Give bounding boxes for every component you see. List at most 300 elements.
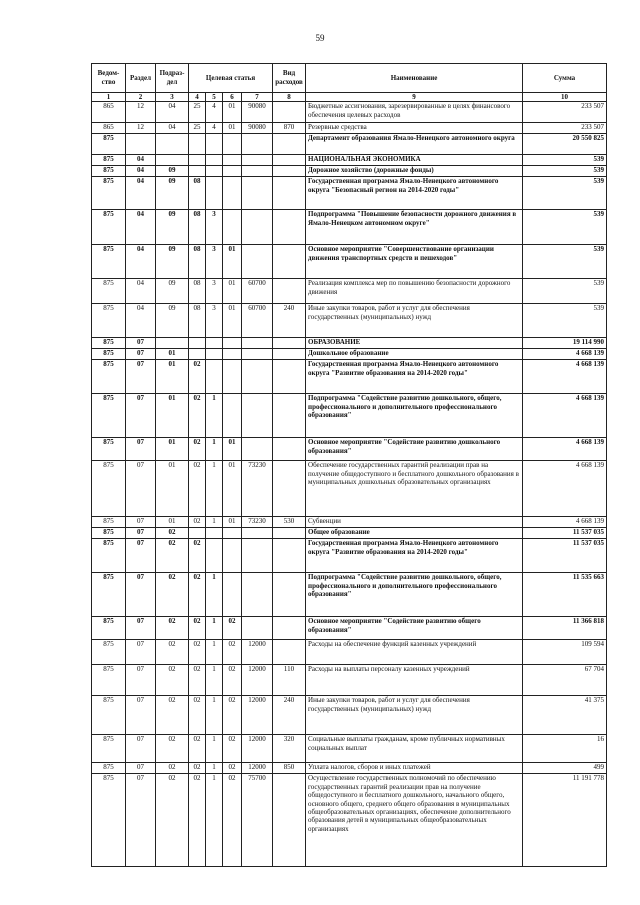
cell-name: Бюджетные ассигнования, зарезервированные в целях финансового обеспечения целевых расходов bbox=[306, 102, 523, 123]
table-row bbox=[92, 517, 607, 528]
cell-v: 875 bbox=[92, 279, 126, 304]
table-row bbox=[92, 360, 607, 394]
cell-t1: 25 bbox=[189, 102, 206, 123]
cell-t1 bbox=[189, 134, 206, 155]
table-row bbox=[92, 617, 607, 640]
cell-t2: 4 bbox=[206, 102, 223, 123]
table-row bbox=[92, 155, 607, 166]
cell-t1 bbox=[189, 155, 206, 166]
table-row bbox=[92, 763, 607, 774]
cell-t2: 1 bbox=[206, 696, 223, 735]
cell-vr bbox=[273, 528, 306, 539]
cell-t4 bbox=[242, 349, 273, 360]
cell-t1: 25 bbox=[189, 123, 206, 134]
cell-name: Социальные выплаты гражданам, кроме публичных нормативных социальных выплат bbox=[306, 735, 523, 763]
cell-vr: 530 bbox=[273, 517, 306, 528]
cell-t2 bbox=[206, 134, 223, 155]
cell-r: 07 bbox=[126, 528, 156, 539]
cell-t3 bbox=[223, 528, 242, 539]
cell-r: 07 bbox=[126, 617, 156, 640]
cell-r: 07 bbox=[126, 461, 156, 517]
header-target: Целевая статья bbox=[189, 64, 273, 93]
cell-name: Субвенции bbox=[306, 517, 523, 528]
cell-name: Государственная программа Ямало-Ненецкого автономного округа "Безопасный регион на 2014-2020 годы" bbox=[306, 177, 523, 210]
col-number: 3 bbox=[156, 93, 189, 102]
cell-t3: 02 bbox=[223, 640, 242, 665]
table-row bbox=[92, 210, 607, 245]
cell-p: 02 bbox=[156, 528, 189, 539]
cell-vr bbox=[273, 539, 306, 573]
cell-t2: 1 bbox=[206, 735, 223, 763]
header-vid: Вид расходов bbox=[273, 64, 306, 93]
col-number: 1 bbox=[92, 93, 126, 102]
cell-name: Иные закупки товаров, работ и услуг для обеспечения государственных (муниципальных) нужд bbox=[306, 696, 523, 735]
table-row bbox=[92, 245, 607, 279]
cell-t2: 3 bbox=[206, 245, 223, 279]
cell-p: 01 bbox=[156, 517, 189, 528]
cell-name: Резервные средства bbox=[306, 123, 523, 134]
cell-vr bbox=[273, 245, 306, 279]
cell-t1: 02 bbox=[189, 617, 206, 640]
cell-p bbox=[156, 134, 189, 155]
cell-t2: 4 bbox=[206, 123, 223, 134]
col-number: 9 bbox=[306, 93, 523, 102]
cell-name: Департамент образования Ямало-Ненецкого автономного округа bbox=[306, 134, 523, 155]
cell-t4: 90080 bbox=[242, 102, 273, 123]
cell-v: 875 bbox=[92, 155, 126, 166]
cell-name: Дошкольное образование bbox=[306, 349, 523, 360]
cell-t1 bbox=[189, 166, 206, 177]
cell-vr bbox=[273, 573, 306, 617]
cell-vr: 110 bbox=[273, 665, 306, 696]
cell-sum: 539 bbox=[523, 210, 607, 245]
cell-t4 bbox=[242, 177, 273, 210]
cell-t4: 12000 bbox=[242, 640, 273, 665]
cell-t2 bbox=[206, 539, 223, 573]
cell-t4 bbox=[242, 134, 273, 155]
table-row bbox=[92, 696, 607, 735]
cell-sum: 4 668 139 bbox=[523, 360, 607, 394]
col-number: 6 bbox=[223, 93, 242, 102]
cell-sum: 11 191 778 bbox=[523, 774, 607, 867]
cell-name: Подпрограмма "Содействие развитию дошкольного, общего, профессионального и дополнительного профессионального образования" bbox=[306, 394, 523, 438]
cell-vr bbox=[273, 177, 306, 210]
cell-t4 bbox=[242, 360, 273, 394]
cell-t2 bbox=[206, 166, 223, 177]
cell-sum: 11 366 818 bbox=[523, 617, 607, 640]
cell-t3 bbox=[223, 394, 242, 438]
cell-sum: 539 bbox=[523, 279, 607, 304]
cell-p: 01 bbox=[156, 461, 189, 517]
cell-v: 875 bbox=[92, 640, 126, 665]
cell-v: 875 bbox=[92, 349, 126, 360]
table-row bbox=[92, 304, 607, 338]
cell-t3 bbox=[223, 539, 242, 573]
table-row bbox=[92, 539, 607, 573]
cell-v: 875 bbox=[92, 528, 126, 539]
cell-name: Основное мероприятие "Содействие развитию дошкольного образования" bbox=[306, 438, 523, 461]
cell-r: 12 bbox=[126, 123, 156, 134]
cell-sum: 11 537 035 bbox=[523, 539, 607, 573]
cell-p: 01 bbox=[156, 394, 189, 438]
cell-t3 bbox=[223, 155, 242, 166]
cell-t4: 73230 bbox=[242, 461, 273, 517]
cell-vr bbox=[273, 394, 306, 438]
cell-t4 bbox=[242, 528, 273, 539]
cell-vr: 850 bbox=[273, 763, 306, 774]
cell-p: 09 bbox=[156, 166, 189, 177]
col-number: 5 bbox=[206, 93, 223, 102]
table-header-row bbox=[92, 64, 607, 93]
cell-sum: 16 bbox=[523, 735, 607, 763]
cell-t2 bbox=[206, 177, 223, 210]
cell-t3: 01 bbox=[223, 438, 242, 461]
cell-sum: 539 bbox=[523, 304, 607, 338]
cell-r: 04 bbox=[126, 210, 156, 245]
cell-t1: 08 bbox=[189, 210, 206, 245]
cell-r: 04 bbox=[126, 304, 156, 338]
cell-v: 875 bbox=[92, 166, 126, 177]
cell-t2: 1 bbox=[206, 438, 223, 461]
cell-name: Государственная программа Ямало-Ненецкого автономного округа "Развитие образования на 2014-2020 годы" bbox=[306, 539, 523, 573]
cell-t1: 02 bbox=[189, 735, 206, 763]
cell-t3: 01 bbox=[223, 304, 242, 338]
cell-t4 bbox=[242, 539, 273, 573]
cell-t2: 3 bbox=[206, 304, 223, 338]
cell-r: 07 bbox=[126, 763, 156, 774]
cell-v: 875 bbox=[92, 517, 126, 528]
column-numbers-row bbox=[92, 93, 607, 102]
header-sum: Сумма bbox=[523, 64, 607, 93]
cell-t2: 1 bbox=[206, 573, 223, 617]
cell-t1 bbox=[189, 528, 206, 539]
cell-t1: 02 bbox=[189, 774, 206, 867]
cell-t1: 02 bbox=[189, 438, 206, 461]
cell-t1: 08 bbox=[189, 304, 206, 338]
cell-vr: 870 bbox=[273, 123, 306, 134]
cell-t3 bbox=[223, 134, 242, 155]
table-row bbox=[92, 338, 607, 349]
cell-v: 875 bbox=[92, 438, 126, 461]
cell-t1 bbox=[189, 338, 206, 349]
cell-v: 875 bbox=[92, 394, 126, 438]
cell-name: Подпрограмма "Содействие развитию дошкольного, общего, профессионального и дополнительного профессионального образования" bbox=[306, 573, 523, 617]
cell-p: 04 bbox=[156, 123, 189, 134]
cell-p: 02 bbox=[156, 539, 189, 573]
cell-v: 875 bbox=[92, 210, 126, 245]
cell-t2 bbox=[206, 360, 223, 394]
cell-t1: 02 bbox=[189, 394, 206, 438]
cell-t2: 3 bbox=[206, 279, 223, 304]
cell-t3: 01 bbox=[223, 517, 242, 528]
cell-t4: 75700 bbox=[242, 774, 273, 867]
cell-sum: 233 507 bbox=[523, 123, 607, 134]
cell-sum: 11 535 663 bbox=[523, 573, 607, 617]
cell-t1: 02 bbox=[189, 461, 206, 517]
cell-name: Обеспечение государственных гарантий реализации прав на получение общедоступного и бесплатного дошкольного образования в муниципальных дошкольных образовательных организациях bbox=[306, 461, 523, 517]
cell-sum: 41 375 bbox=[523, 696, 607, 735]
cell-r bbox=[126, 134, 156, 155]
cell-t3: 02 bbox=[223, 774, 242, 867]
header-podrazdel: Подраз-дел bbox=[156, 64, 189, 93]
cell-t4: 60700 bbox=[242, 304, 273, 338]
cell-r: 04 bbox=[126, 279, 156, 304]
header-razdel: Раздел bbox=[126, 64, 156, 93]
cell-p: 01 bbox=[156, 360, 189, 394]
cell-vr bbox=[273, 461, 306, 517]
cell-v: 875 bbox=[92, 304, 126, 338]
cell-name: Реализация комплекса мер по повышению безопасности дорожного движения bbox=[306, 279, 523, 304]
cell-t1: 02 bbox=[189, 640, 206, 665]
cell-p: 02 bbox=[156, 640, 189, 665]
cell-t1: 02 bbox=[189, 539, 206, 573]
cell-t3: 01 bbox=[223, 245, 242, 279]
cell-t3: 01 bbox=[223, 461, 242, 517]
cell-vr bbox=[273, 640, 306, 665]
cell-v: 875 bbox=[92, 338, 126, 349]
cell-t4 bbox=[242, 438, 273, 461]
cell-t3: 02 bbox=[223, 665, 242, 696]
cell-t2 bbox=[206, 338, 223, 349]
cell-p: 02 bbox=[156, 763, 189, 774]
cell-name: НАЦИОНАЛЬНАЯ ЭКОНОМИКА bbox=[306, 155, 523, 166]
page-number: 59 bbox=[315, 33, 325, 43]
cell-vr bbox=[273, 617, 306, 640]
cell-sum: 19 114 990 bbox=[523, 338, 607, 349]
cell-v: 875 bbox=[92, 134, 126, 155]
cell-t4 bbox=[242, 338, 273, 349]
cell-name: Общее образование bbox=[306, 528, 523, 539]
cell-t1 bbox=[189, 349, 206, 360]
cell-r: 07 bbox=[126, 438, 156, 461]
cell-t3 bbox=[223, 166, 242, 177]
col-number: 8 bbox=[273, 93, 306, 102]
cell-v: 875 bbox=[92, 763, 126, 774]
cell-vr: 240 bbox=[273, 696, 306, 735]
cell-t4 bbox=[242, 617, 273, 640]
cell-name: Государственная программа Ямало-Ненецкого автономного округа "Развитие образования на 2014-2020 годы" bbox=[306, 360, 523, 394]
cell-v: 875 bbox=[92, 539, 126, 573]
cell-r: 07 bbox=[126, 696, 156, 735]
cell-vr bbox=[273, 279, 306, 304]
table-row bbox=[92, 774, 607, 867]
cell-p: 01 bbox=[156, 438, 189, 461]
cell-t4 bbox=[242, 394, 273, 438]
cell-r: 04 bbox=[126, 177, 156, 210]
table-row bbox=[92, 134, 607, 155]
col-number: 10 bbox=[523, 93, 607, 102]
cell-t4: 12000 bbox=[242, 735, 273, 763]
cell-p: 02 bbox=[156, 617, 189, 640]
cell-name: Основное мероприятие "Содействие развитию общего образования" bbox=[306, 617, 523, 640]
cell-t1: 02 bbox=[189, 517, 206, 528]
cell-name: Иные закупки товаров, работ и услуг для обеспечения государственных (муниципальных) нужд bbox=[306, 304, 523, 338]
cell-t2: 3 bbox=[206, 210, 223, 245]
cell-t3: 02 bbox=[223, 735, 242, 763]
cell-t4 bbox=[242, 210, 273, 245]
cell-p: 02 bbox=[156, 665, 189, 696]
table-row bbox=[92, 166, 607, 177]
cell-t4 bbox=[242, 166, 273, 177]
cell-v: 865 bbox=[92, 102, 126, 123]
cell-name: Расходы на обеспечение функций казенных учреждений bbox=[306, 640, 523, 665]
col-number: 7 bbox=[242, 93, 273, 102]
cell-t3: 02 bbox=[223, 763, 242, 774]
cell-t4 bbox=[242, 573, 273, 617]
cell-t2 bbox=[206, 349, 223, 360]
cell-r: 07 bbox=[126, 774, 156, 867]
cell-sum: 67 704 bbox=[523, 665, 607, 696]
cell-r: 12 bbox=[126, 102, 156, 123]
cell-sum: 233 507 bbox=[523, 102, 607, 123]
cell-t2: 1 bbox=[206, 617, 223, 640]
cell-r: 04 bbox=[126, 155, 156, 166]
cell-name: Уплата налогов, сборов и иных платежей bbox=[306, 763, 523, 774]
cell-p: 01 bbox=[156, 349, 189, 360]
cell-t1: 02 bbox=[189, 696, 206, 735]
cell-r: 07 bbox=[126, 573, 156, 617]
cell-r: 07 bbox=[126, 735, 156, 763]
cell-t2: 1 bbox=[206, 461, 223, 517]
cell-t1: 08 bbox=[189, 279, 206, 304]
table-row bbox=[92, 123, 607, 134]
cell-vr: 240 bbox=[273, 304, 306, 338]
table-row bbox=[92, 394, 607, 438]
cell-v: 875 bbox=[92, 177, 126, 210]
cell-v: 875 bbox=[92, 774, 126, 867]
cell-r: 07 bbox=[126, 394, 156, 438]
cell-v: 875 bbox=[92, 573, 126, 617]
cell-sum: 539 bbox=[523, 155, 607, 166]
table-row bbox=[92, 573, 607, 617]
cell-v: 875 bbox=[92, 696, 126, 735]
cell-vr bbox=[273, 155, 306, 166]
table-row bbox=[92, 640, 607, 665]
cell-v: 875 bbox=[92, 245, 126, 279]
cell-sum: 4 668 139 bbox=[523, 517, 607, 528]
cell-p: 09 bbox=[156, 304, 189, 338]
cell-v: 875 bbox=[92, 735, 126, 763]
cell-p: 02 bbox=[156, 735, 189, 763]
cell-t3 bbox=[223, 573, 242, 617]
cell-t3: 01 bbox=[223, 279, 242, 304]
cell-p: 09 bbox=[156, 279, 189, 304]
cell-vr: 320 bbox=[273, 735, 306, 763]
cell-p: 09 bbox=[156, 210, 189, 245]
cell-v: 875 bbox=[92, 665, 126, 696]
cell-t1: 02 bbox=[189, 763, 206, 774]
cell-t3 bbox=[223, 349, 242, 360]
cell-t2: 1 bbox=[206, 665, 223, 696]
cell-p: 04 bbox=[156, 102, 189, 123]
cell-sum: 539 bbox=[523, 177, 607, 210]
cell-name: ОБРАЗОВАНИЕ bbox=[306, 338, 523, 349]
cell-r: 07 bbox=[126, 349, 156, 360]
cell-vr bbox=[273, 438, 306, 461]
cell-vr bbox=[273, 134, 306, 155]
cell-v: 875 bbox=[92, 461, 126, 517]
cell-t4 bbox=[242, 245, 273, 279]
cell-sum: 539 bbox=[523, 166, 607, 177]
cell-name: Дорожное хозяйство (дорожные фонды) bbox=[306, 166, 523, 177]
cell-p: 09 bbox=[156, 177, 189, 210]
table-row bbox=[92, 102, 607, 123]
cell-p: 02 bbox=[156, 573, 189, 617]
cell-t2: 1 bbox=[206, 640, 223, 665]
cell-v: 865 bbox=[92, 123, 126, 134]
col-number: 4 bbox=[189, 93, 206, 102]
cell-t2: 1 bbox=[206, 763, 223, 774]
cell-t3 bbox=[223, 338, 242, 349]
cell-name: Осуществление государственных полномочий по обеспечению государственных гарантий реализации прав на получение общедоступного и бесплатного дошкольного, начального общего, основного общего, среднего общего образования в муниципальных общеобразовательных организациях, обеспечение дополнительного образования детей в муниципальных общеобразовательных организациях bbox=[306, 774, 523, 867]
cell-name: Подпрограмма "Повышение безопасности дорожного движения в Ямало-Ненецком автономном округе" bbox=[306, 210, 523, 245]
cell-t1: 08 bbox=[189, 245, 206, 279]
cell-p: 02 bbox=[156, 696, 189, 735]
cell-v: 875 bbox=[92, 617, 126, 640]
cell-vr bbox=[273, 102, 306, 123]
col-number: 2 bbox=[126, 93, 156, 102]
cell-p bbox=[156, 338, 189, 349]
cell-vr bbox=[273, 774, 306, 867]
header-name: Наименование bbox=[306, 64, 523, 93]
cell-t1: 08 bbox=[189, 177, 206, 210]
table-row bbox=[92, 665, 607, 696]
cell-t4: 12000 bbox=[242, 665, 273, 696]
table-row bbox=[92, 349, 607, 360]
table-row bbox=[92, 177, 607, 210]
cell-sum: 109 594 bbox=[523, 640, 607, 665]
cell-r: 07 bbox=[126, 539, 156, 573]
table-row bbox=[92, 438, 607, 461]
cell-vr bbox=[273, 349, 306, 360]
cell-t2: 1 bbox=[206, 774, 223, 867]
cell-t2: 1 bbox=[206, 394, 223, 438]
cell-r: 04 bbox=[126, 245, 156, 279]
cell-t3: 02 bbox=[223, 696, 242, 735]
cell-sum: 4 668 139 bbox=[523, 438, 607, 461]
cell-t3 bbox=[223, 360, 242, 394]
cell-t3 bbox=[223, 177, 242, 210]
table-row bbox=[92, 735, 607, 763]
cell-t2: 1 bbox=[206, 517, 223, 528]
cell-r: 07 bbox=[126, 360, 156, 394]
cell-t1: 02 bbox=[189, 573, 206, 617]
cell-name: Расходы на выплаты персоналу казенных учреждений bbox=[306, 665, 523, 696]
cell-t3: 01 bbox=[223, 123, 242, 134]
budget-table bbox=[91, 63, 607, 867]
cell-t3: 02 bbox=[223, 617, 242, 640]
cell-p: 02 bbox=[156, 774, 189, 867]
table-row bbox=[92, 279, 607, 304]
cell-vr bbox=[273, 338, 306, 349]
cell-vr bbox=[273, 360, 306, 394]
cell-sum: 539 bbox=[523, 245, 607, 279]
table-row bbox=[92, 461, 607, 517]
cell-t2 bbox=[206, 528, 223, 539]
cell-t4: 60700 bbox=[242, 279, 273, 304]
cell-t4: 90080 bbox=[242, 123, 273, 134]
table-row bbox=[92, 528, 607, 539]
cell-v: 875 bbox=[92, 360, 126, 394]
cell-p bbox=[156, 155, 189, 166]
cell-r: 07 bbox=[126, 338, 156, 349]
cell-sum: 4 668 139 bbox=[523, 349, 607, 360]
cell-r: 07 bbox=[126, 517, 156, 528]
cell-t3: 01 bbox=[223, 102, 242, 123]
cell-vr bbox=[273, 166, 306, 177]
cell-sum: 11 537 035 bbox=[523, 528, 607, 539]
cell-t4: 12000 bbox=[242, 763, 273, 774]
